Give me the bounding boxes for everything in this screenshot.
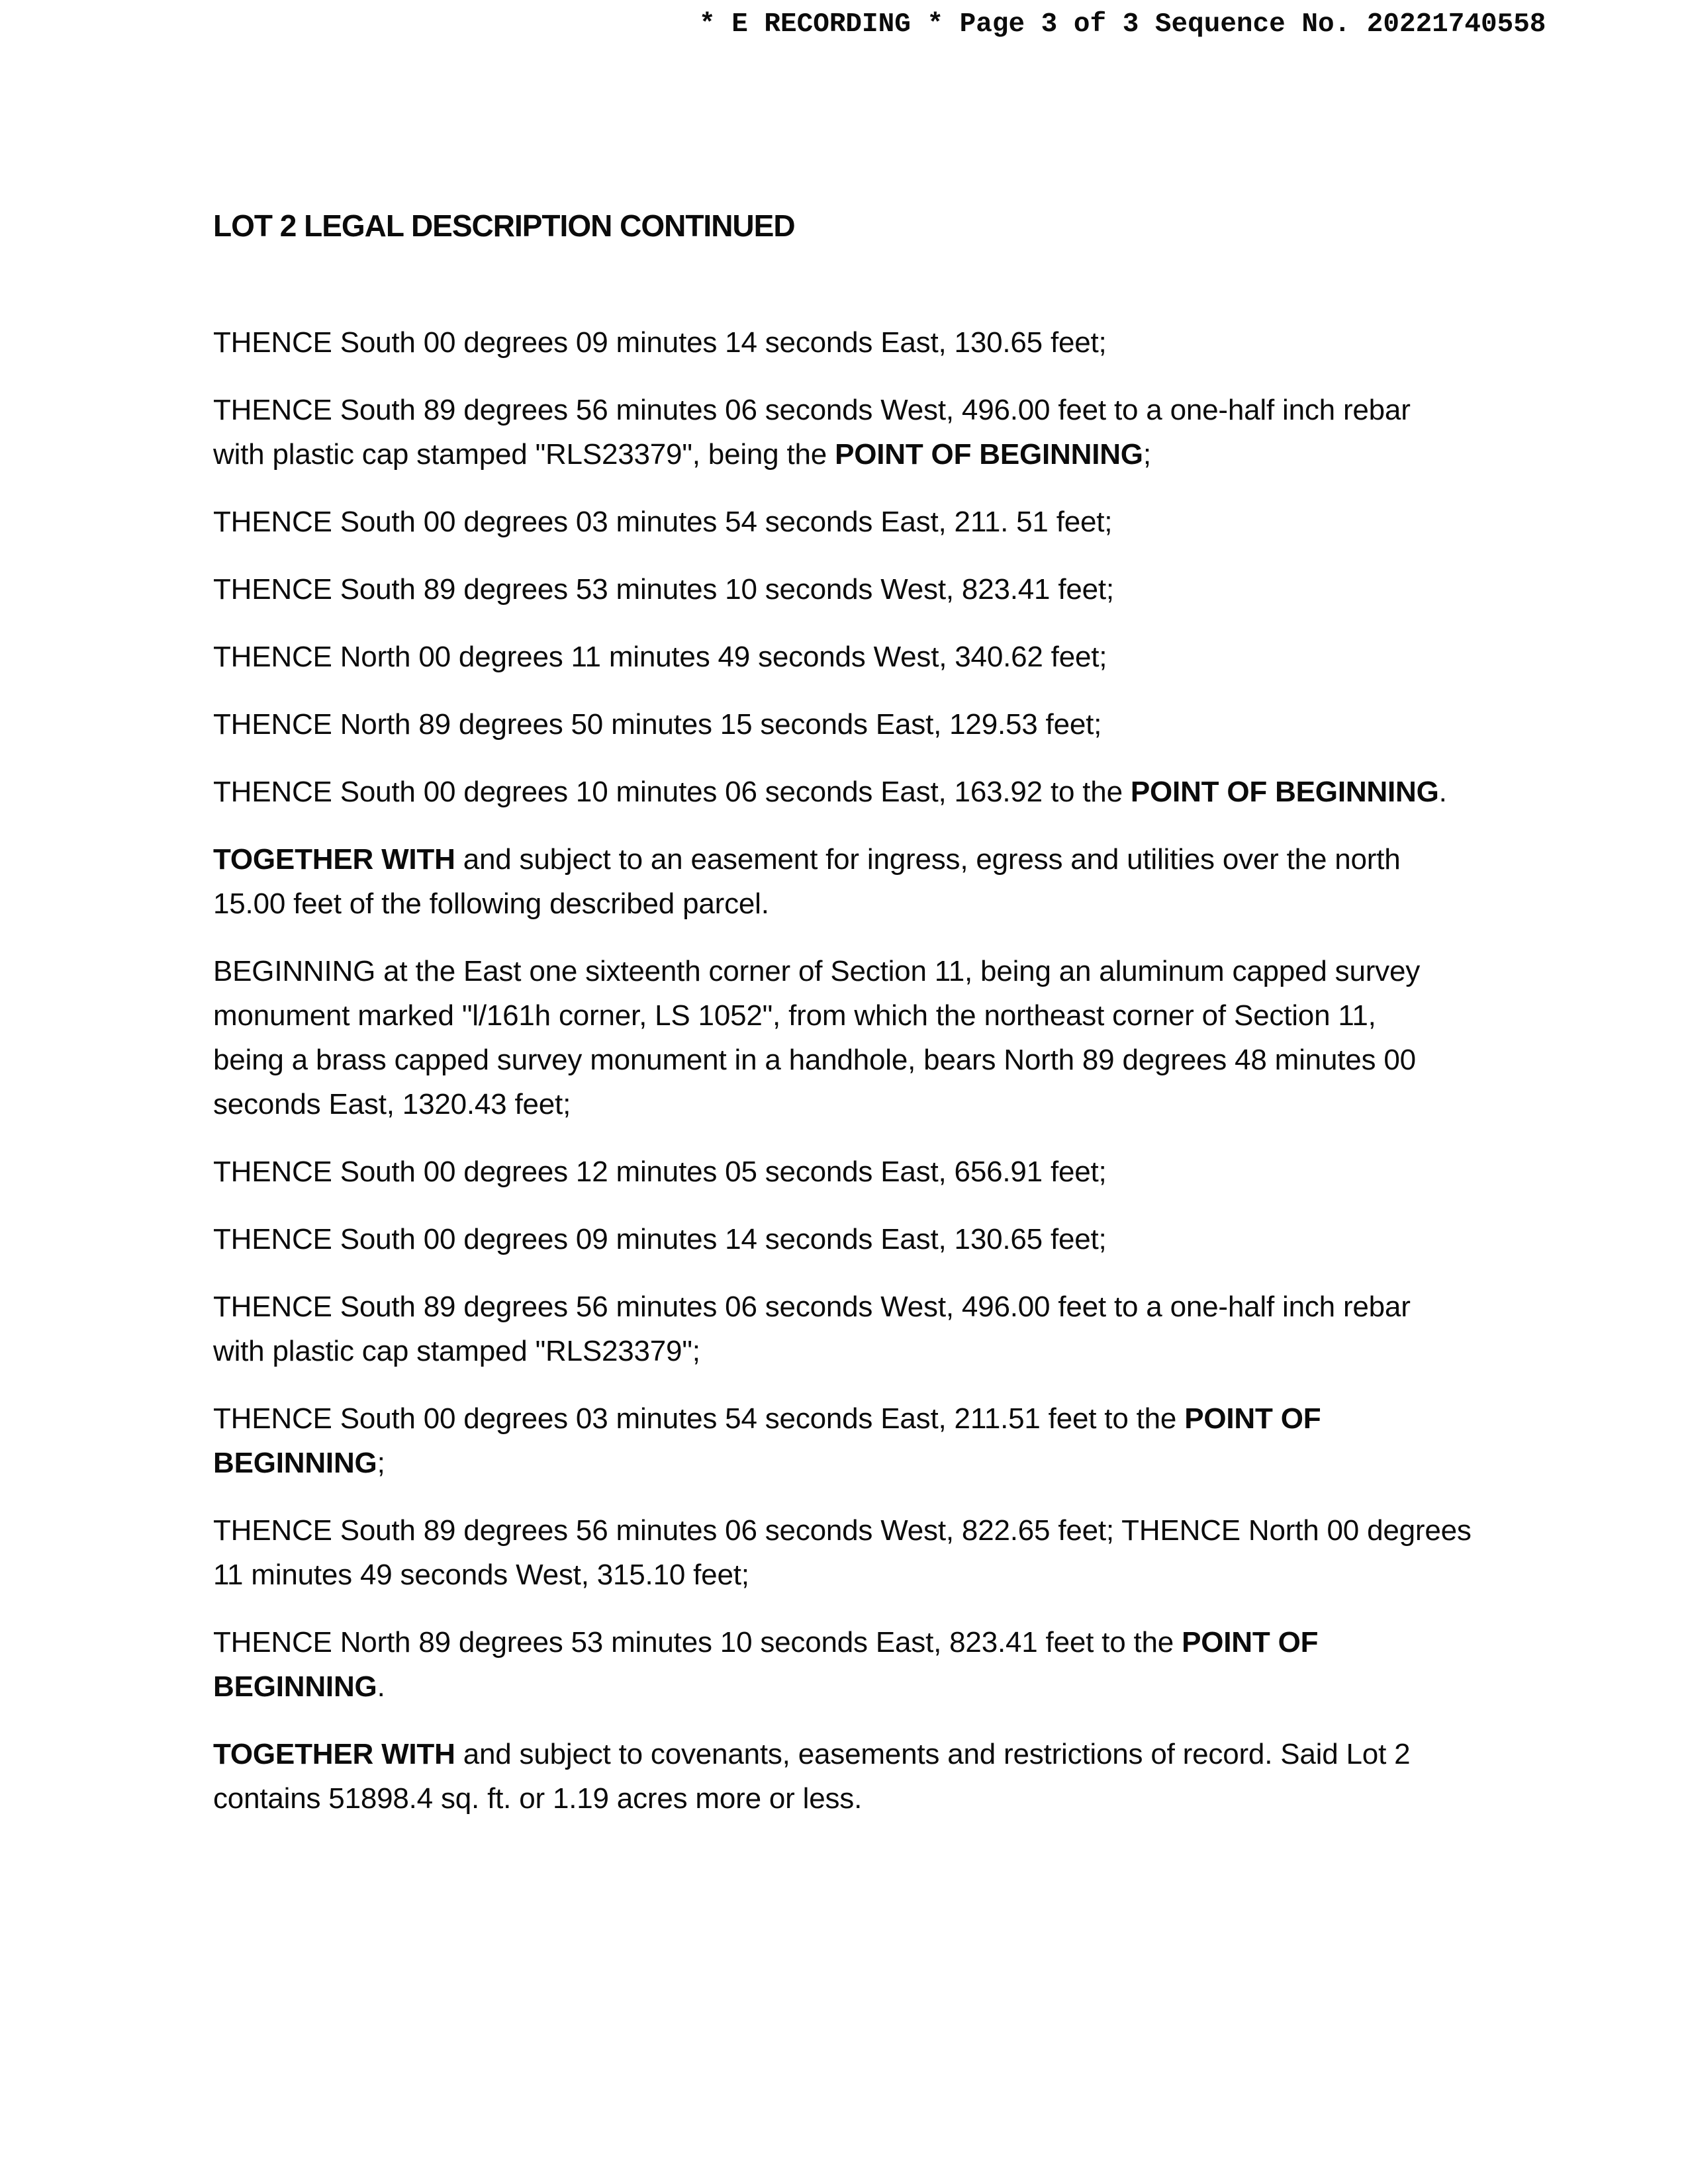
paragraph [213,1285,1537,1373]
text-segment: THENCE South 00 degrees 12 minutes 05 seconds East, 656.91 feet; [213,1156,1107,1188]
text-segment: ; [1143,438,1151,471]
text-line [213,388,1537,432]
text-line [213,567,1537,612]
text-line [213,635,1537,679]
text-segment: THENCE South 89 degrees 56 minutes 06 seconds West, 496.00 feet to a one-half inch rebar [213,394,1411,426]
text-line [213,1329,1537,1373]
bold-text-segment: POINT OF BEGINNING [835,438,1143,471]
bold-text-segment: TOGETHER WITH [213,843,455,876]
text-line [213,1285,1537,1329]
text-line [213,949,1537,993]
text-segment: . [377,1670,385,1703]
bold-text-segment: BEGINNING [213,1447,377,1479]
text-line [213,1732,1537,1776]
paragraph [213,1620,1537,1709]
text-line [213,1396,1537,1441]
text-segment: THENCE South 00 degrees 03 minutes 54 seconds East, 211. 51 feet; [213,506,1113,538]
paragraph [213,388,1537,477]
text-segment: THENCE North 89 degrees 50 minutes 15 seconds East, 129.53 feet; [213,708,1102,741]
text-segment: THENCE South 89 degrees 56 minutes 06 seconds West, 496.00 feet to a one-half inch rebar [213,1291,1411,1323]
text-line [213,1441,1537,1485]
text-segment: THENCE South 00 degrees 03 minutes 54 seconds East, 211.51 feet to the [213,1402,1185,1435]
paragraph [213,1396,1537,1485]
text-line [213,500,1537,544]
text-segment: with plastic cap stamped "RLS23379", being the [213,438,835,471]
text-line [213,1553,1537,1597]
text-segment: 15.00 feet of the following described parcel. [213,887,769,920]
text-segment: THENCE South 00 degrees 10 minutes 06 seconds East, 163.92 to the [213,776,1131,808]
text-line [213,320,1537,365]
paragraph [213,635,1537,679]
paragraph [213,1150,1537,1194]
paragraph [213,702,1537,747]
text-line [213,432,1537,477]
text-segment: THENCE South 00 degrees 09 minutes 14 seconds East, 130.65 feet; [213,1223,1107,1255]
paragraph [213,1508,1537,1597]
text-segment: THENCE North 89 degrees 53 minutes 10 seconds East, 823.41 feet to the [213,1626,1182,1659]
text-line [213,1776,1537,1821]
text-line [213,1664,1537,1709]
text-line [213,702,1537,747]
text-line [213,1150,1537,1194]
bold-text-segment: POINT OF [1184,1402,1321,1435]
paragraph [213,1732,1537,1821]
text-segment: monument marked "l/161h corner, LS 1052", from which the northeast corner of Section 11, [213,999,1376,1032]
text-segment: contains 51898.4 sq. ft. or 1.19 acres more or less. [213,1782,863,1815]
paragraph [213,1217,1537,1261]
paragraph [213,567,1537,612]
text-line [213,1508,1537,1553]
text-segment: THENCE South 89 degrees 56 minutes 06 seconds West, 822.65 feet; THENCE North 00 degrees [213,1514,1472,1547]
text-segment: and subject to an easement for ingress, egress and utilities over the north [455,843,1401,876]
paragraph [213,500,1537,544]
text-line [213,1620,1537,1664]
bold-text-segment: POINT OF [1182,1626,1319,1659]
paragraph [213,837,1537,926]
text-segment: BEGINNING at the East one sixteenth corner of Section 11, being an aluminum capped survey [213,955,1421,987]
text-segment: being a brass capped survey monument in a handhole, bears North 89 degrees 48 minutes 00 [213,1044,1416,1076]
text-segment: THENCE North 00 degrees 11 minutes 49 seconds West, 340.62 feet; [213,641,1107,673]
legal-description-body [213,320,1537,1844]
page-title: LOT 2 LEGAL DESCRIPTION CONTINUED [213,208,795,243]
text-line [213,1038,1537,1082]
bold-text-segment: BEGINNING [213,1670,377,1703]
text-line [213,770,1537,814]
text-line [213,1217,1537,1261]
e-recording-header: * E RECORDING * Page 3 of 3 Sequence No. 20221740558 [699,9,1546,40]
text-segment: with plastic cap stamped "RLS23379"; [213,1335,700,1367]
text-line [213,993,1537,1038]
text-segment: THENCE South 00 degrees 09 minutes 14 seconds East, 130.65 feet; [213,326,1107,359]
paragraph [213,770,1537,814]
text-line [213,1082,1537,1126]
paragraph [213,320,1537,365]
text-segment: 11 minutes 49 seconds West, 315.10 feet; [213,1559,749,1591]
text-segment: ; [377,1447,385,1479]
text-line [213,882,1537,926]
text-segment: seconds East, 1320.43 feet; [213,1088,571,1120]
bold-text-segment: TOGETHER WITH [213,1738,455,1770]
text-segment: and subject to covenants, easements and restrictions of record. Said Lot 2 [455,1738,1411,1770]
text-segment: THENCE South 89 degrees 53 minutes 10 seconds West, 823.41 feet; [213,573,1114,606]
paragraph [213,949,1537,1126]
text-segment: . [1438,776,1447,808]
text-line [213,837,1537,882]
bold-text-segment: POINT OF BEGINNING [1130,776,1439,808]
